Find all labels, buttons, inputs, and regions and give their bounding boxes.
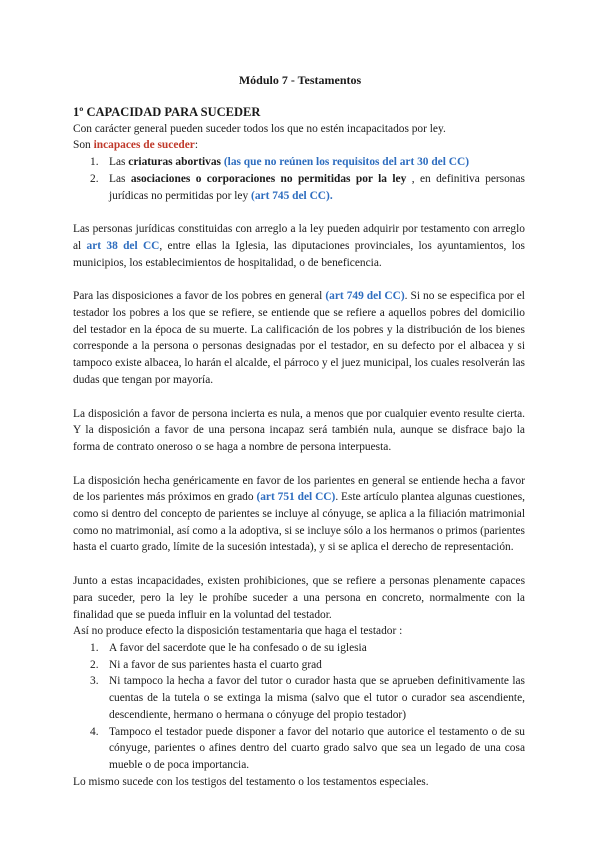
legal-reference: (las que no reúnen los requisitos del art 30 del CC) (223, 156, 469, 169)
incapaces-pre: Son (73, 139, 94, 152)
list-number: 1. (90, 641, 99, 654)
list-item-text: Ni a favor de sus parientes hasta el cuarto grad (109, 658, 322, 671)
list-item (73, 640, 525, 657)
paragraph-text: La disposición hecha genéricamente en favor de los parientes en general se entiende hecha a favor de los parientes más próximos en grado (73, 474, 525, 504)
spacer (73, 389, 525, 406)
paragraph-persona-incierta: La disposición a favor de persona incierta es nula, a menos que por cualquier evento resulte cierta. Y la disposición a favor de una persona incapaz será también nula, aunque se disfrace bajo la forma de contrato oneroso o se haga a nombre de persona interpuesta. (73, 407, 525, 453)
incapaces-list (73, 154, 525, 204)
list-item (73, 724, 525, 774)
list-number: 4. (90, 725, 99, 738)
paragraph-text: , entre ellas la Iglesia, las diputaciones provinciales, los ayuntamientos, los municipios, los establecimientos de hospitalidad, o de beneficencia. (73, 239, 525, 269)
paragraph-personas-juridicas (73, 221, 525, 271)
list-number: 3. (90, 675, 99, 688)
item-bold: asociaciones o corporaciones no permitidas por la ley (130, 172, 407, 185)
prohibiciones-list (73, 640, 525, 774)
list-item (73, 154, 525, 171)
paragraph-pobres (73, 288, 525, 388)
item-bold: criaturas abortivas (128, 156, 221, 169)
paragraph-parientes (73, 473, 525, 557)
list-item (73, 673, 525, 723)
legal-reference: (art 745 del CC). (251, 189, 333, 202)
incapaces-line (73, 137, 525, 154)
list-item-text: Ni tampoco la hecha a favor del tutor o curador hasta que se aprueben definitivamente las cuentas de la tutela o se extinga la misma (salvo que el tutor o curador sea ascendiente, descendiente, hermano o hermana o cónyuge del propio testador) (109, 675, 525, 721)
list-number: 2. (90, 658, 99, 671)
intro-paragraph: Con carácter general pueden suceder todos los que no estén incapacitados por ley. (73, 122, 446, 135)
incapaces-post: : (194, 139, 198, 152)
legal-reference: (art 749 del CC) (325, 290, 405, 303)
incapaces-label: incapaces de suceder (93, 139, 195, 152)
list-item (73, 171, 525, 204)
spacer (73, 556, 525, 573)
section-heading-capacidad: 1º CAPACIDAD PARA SUCEDER (73, 105, 261, 119)
paragraph-final: Lo mismo sucede con los testigos del testamento o los testamentos especiales. (73, 775, 429, 788)
item-mid: , en definitiva personas jurídicas no permitidas por ley (109, 172, 525, 202)
list-number: 2. (90, 172, 99, 185)
document-title: Módulo 7 - Testamentos (238, 73, 362, 87)
paragraph-text: Las personas jurídicas constituidas con arreglo a la ley pueden adquirir por testamento con arreglo al (73, 223, 525, 252)
list-item (73, 657, 525, 674)
paragraph-text: Para las disposiciones a favor de los pobres en general (73, 290, 326, 303)
spacer (73, 456, 525, 473)
paragraph-prohibiciones: Junto a estas incapacidades, existen prohibiciones, que se refiere a personas plenamente capaces para suceder, pero la ley le prohíbe suceder a una persona en concreto, normalmente con la finalidad que se pueda influir en la voluntad del testador. (73, 575, 525, 621)
list-item-text: A favor del sacerdote que le ha confesado o de su iglesia (109, 641, 367, 654)
document-body (73, 104, 525, 790)
spacer (73, 271, 525, 288)
item-pre: Las (109, 172, 131, 185)
spacer (73, 204, 525, 221)
list-item-text: Tampoco el testador puede disponer a favor del notario que autorice el testamento o de su cónyuge, parientes o afines dentro del cuarto grado salvo que sea un legado de una cosa mueble o de poca importancia. (109, 725, 525, 771)
legal-reference: art 38 del CC (86, 239, 160, 252)
paragraph-no-efecto: Así no produce efecto la disposición testamentaria que haga el testador : (73, 625, 403, 638)
legal-reference: (art 751 del CC) (256, 491, 336, 504)
list-number: 1. (90, 156, 99, 169)
paragraph-text: . Si no se especifica por el testador los pobres a los que se refiere, se entiende que se refiere a aquellos pobres del domicilio del testador en la época de su muerte. La calificación de los pobres y la distribución de los bienes corresponde a la persona o personas designadas por el testador, en su defecto por el albacea y si tampoco existe albacea, lo harán el alcalde, el párroco y el juez municipal, los cuales resolverán las dudas que tengan por mayoría. (73, 290, 525, 386)
paragraph-text: . Este artículo plantea algunas cuestiones, como si dentro del concepto de parientes se incluye al cónyuge, se aplica a la filiación matrimonial como no matrimonial, así como a la adoptiva, si se incluye sólo a los hermanos o primos (parientes hasta el cuarto grado, límite de la sucesión intestada), y si se aplica el derecho de representación. (73, 491, 525, 554)
item-pre: Las (109, 156, 129, 169)
